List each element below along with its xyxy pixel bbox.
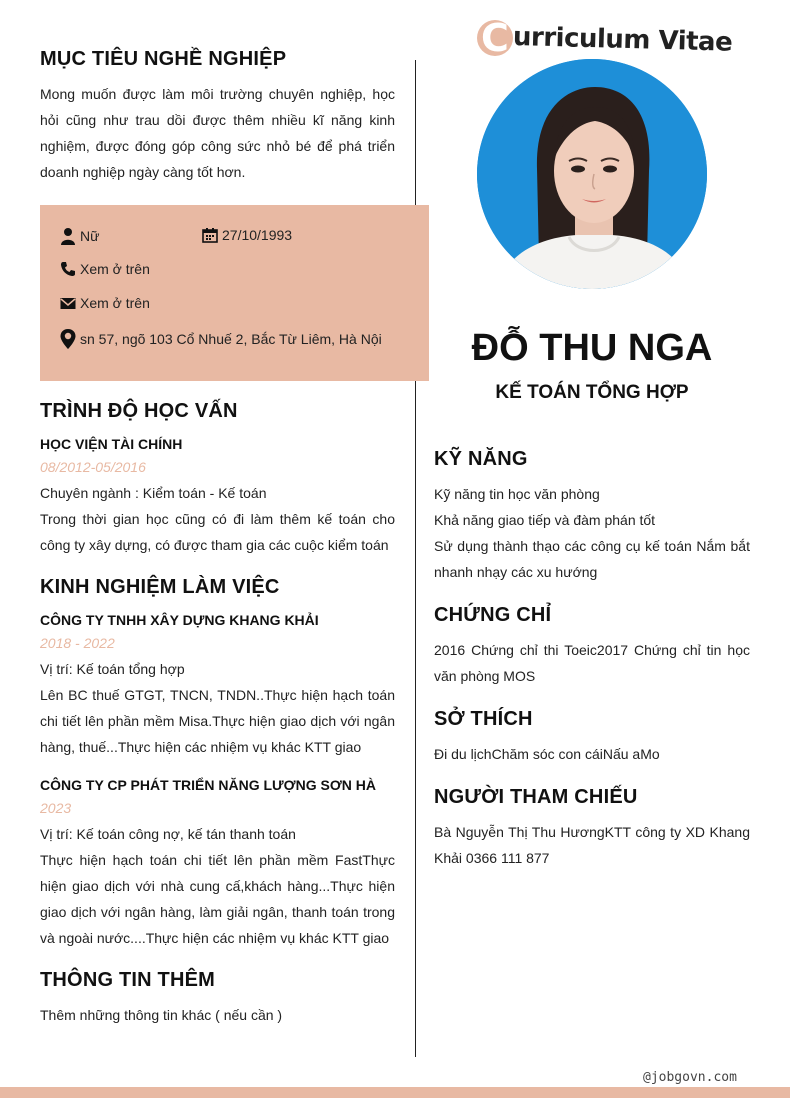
- skill-item: Khả năng giao tiếp và đàm phán tốt: [434, 512, 656, 528]
- job-date: 2023: [40, 800, 72, 816]
- hobbies-text: Đi du lịchChăm sóc con cáiNấu aMo: [434, 746, 660, 762]
- email-row: [60, 295, 150, 311]
- calendar-icon: [202, 227, 218, 243]
- additional-info-text: Thêm những thông tin khác ( nếu cần ): [40, 1007, 283, 1023]
- bottom-accent-bar: [0, 1087, 790, 1098]
- portrait-photo-icon: [477, 59, 707, 289]
- additional-info-heading: THÔNG TIN THÊM: [40, 969, 216, 991]
- experience-heading: KINH NGHIỆM LÀM VIỆC: [40, 576, 280, 598]
- certificates-heading: CHỨNG CHỈ: [434, 604, 552, 626]
- email-value: Xem ở trên: [80, 295, 150, 311]
- certificates-text: 2016 Chứng chỉ thi Toeic2017 Chứng chỉ tin học văn phòng MOS: [434, 642, 750, 684]
- phone-value: Xem ở trên: [80, 261, 150, 277]
- hobbies-heading: SỞ THÍCH: [434, 708, 533, 730]
- job-company: CÔNG TY CP PHÁT TRIỂN NĂNG LƯỢNG SƠN HÀ: [40, 777, 376, 793]
- job-description: Thực hiện hạch toán chi tiết lên phần mềm FastThực hiện giao dịch với nhà cung cấ,khách hàng...Thực hiện giao dịch với ngân hàng, làm giải ngân, thanh toán trong và ngoài nước....Thực hiện các nhiệm vụ khác KTT giao: [40, 852, 395, 946]
- phone-row: [60, 261, 150, 277]
- job-position: Vị trí: Kế toán công nợ, kế tán thanh toán: [40, 826, 296, 842]
- candidate-name: ĐỖ THU NGA: [471, 327, 713, 369]
- reference-heading: NGƯỜI THAM CHIẾU: [434, 786, 638, 808]
- job-date: 2018 - 2022: [40, 635, 115, 651]
- education-major: Chuyên ngành : Kiểm toán - Kế toán: [40, 485, 267, 501]
- gender-row: [60, 227, 99, 245]
- skills-heading: KỸ NĂNG: [434, 448, 528, 470]
- logo-text: urriculum Vitae: [512, 22, 733, 58]
- job-entry: [40, 610, 395, 760]
- education-entry: [40, 434, 395, 558]
- address-value: sn 57, ngõ 103 Cổ Nhuế 2, Bắc Từ Liêm, Hà Nội: [80, 331, 382, 347]
- address-row: [60, 329, 382, 349]
- birthday-value: 27/10/1993: [222, 227, 293, 243]
- location-pin-icon: [60, 329, 76, 349]
- job-company: CÔNG TY TNHH XÂY DỰNG KHANG KHẢI: [40, 612, 319, 628]
- contact-info-box: [40, 205, 429, 381]
- reference-text: Bà Nguyễn Thị Thu HươngKTT công ty XD Khang Khải 0366 111 877: [434, 824, 750, 866]
- education-heading: TRÌNH ĐỘ HỌC VẤN: [40, 400, 238, 422]
- person-icon: [60, 227, 76, 245]
- footer-watermark: @jobgovn.com: [643, 1070, 737, 1085]
- profile-photo: [477, 59, 707, 289]
- skill-item: Sử dụng thành thạo các công cụ kế toán Nắm bắt nhanh nhạy các xu hướng: [434, 538, 750, 580]
- birthday-row: [202, 227, 292, 243]
- job-entry: [40, 775, 395, 951]
- skill-item: Kỹ năng tin học văn phòng: [434, 486, 600, 502]
- logo-letter: C: [481, 16, 509, 60]
- school-name: HỌC VIỆN TÀI CHÍNH: [40, 436, 183, 452]
- objective-text: Mong muốn được làm môi trường chuyên nghiệp, học hỏi cũng như trau dồi được thêm nhiều kĩ năng kinh nghiệm, được đóng góp công sức nhỏ bé để phá triển doanh nghiệp ngày càng tốt hơn.: [40, 86, 395, 180]
- education-date: 08/2012-05/2016: [40, 459, 146, 475]
- candidate-job-title: KẾ TOÁN TỔNG HỢP: [495, 382, 689, 403]
- gender-value: Nữ: [80, 228, 100, 244]
- cv-logo: [477, 16, 733, 60]
- objective-heading: MỤC TIÊU NGHỀ NGHIỆP: [40, 48, 287, 70]
- job-description: Lên BC thuế GTGT, TNCN, TNDN..Thực hiện hạch toán chi tiết lên phần mềm Misa.Thực hiện giao dịch với ngân hàng, thuế...Thực hiện các nhiệm vụ khác KTT giao: [40, 687, 395, 755]
- job-position: Vị trí: Kế toán tổng hợp: [40, 661, 185, 677]
- skills-list: [434, 481, 750, 585]
- mail-icon: [60, 296, 76, 310]
- phone-icon: [60, 261, 76, 277]
- education-description: Trong thời gian học cũng có đi làm thêm kế toán cho công ty xây dựng, có được tham gia các cuộc kiểm toán: [40, 511, 395, 553]
